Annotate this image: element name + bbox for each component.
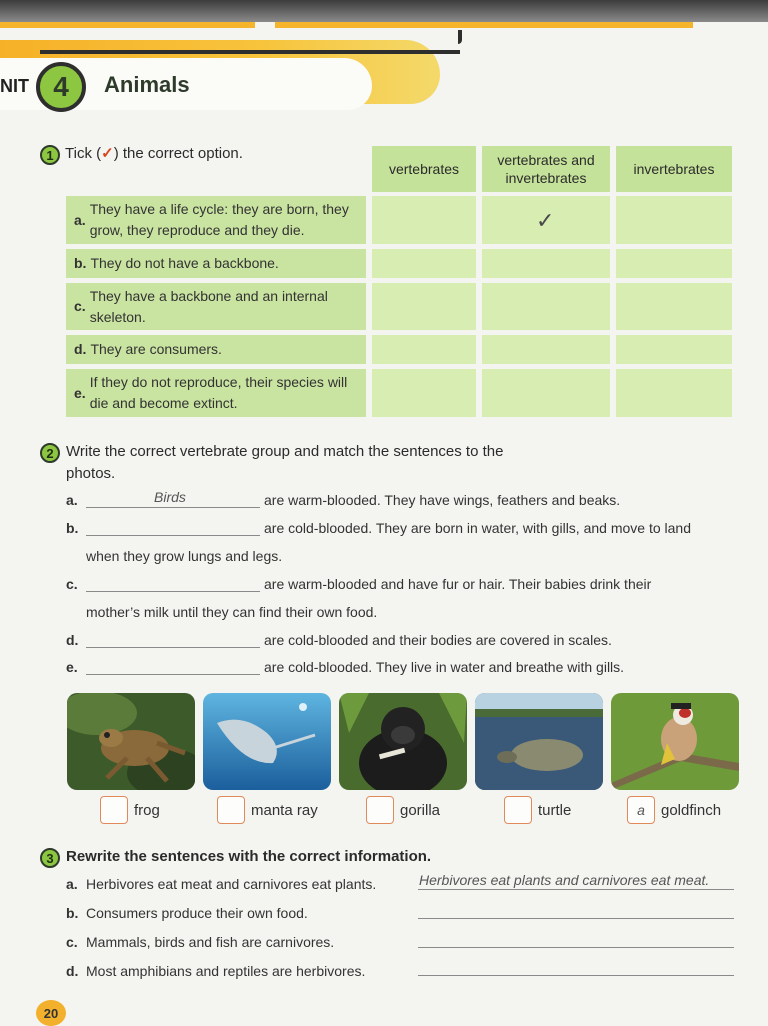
sentence-text: Most amphibians and reptiles are herbivores. — [86, 963, 366, 979]
sentence-text: Mammals, birds and fish are carnivores. — [86, 934, 335, 950]
column-header-vertebrates: vertebrates — [372, 146, 476, 192]
sentence-text: Consumers produce their own food. — [86, 905, 308, 921]
page-number: 20 — [36, 1000, 66, 1026]
exercise-1-instruction — [65, 143, 243, 165]
match-box[interactable] — [504, 796, 532, 824]
gorilla-photo — [339, 693, 467, 790]
row-letter: d. — [74, 341, 87, 357]
sentence-text: are warm-blooded. They have wings, feathers and beaks. — [264, 492, 621, 508]
row-text: They are consumers. — [90, 341, 222, 357]
photo-label: gorilla — [400, 802, 441, 819]
answer-cell[interactable] — [372, 196, 476, 244]
answer-cell[interactable] — [482, 283, 610, 330]
row-text: If they do not reproduce, their species will die and become extinct. — [89, 374, 348, 411]
match-box[interactable] — [366, 796, 394, 824]
answer-cell[interactable] — [616, 283, 732, 330]
answer-cell[interactable] — [616, 335, 732, 364]
sentence-text: are cold-blooded and their bodies are covered in scales. — [264, 632, 612, 648]
column-header-invertebrates: invertebrates — [616, 146, 732, 192]
row-text: They do not have a backbone. — [90, 255, 279, 271]
manta-ray-photo — [203, 693, 331, 790]
exercise-3-instruction: Rewrite the sentences with the correct information. — [66, 848, 432, 865]
turtle-photo — [475, 693, 603, 790]
answer-blank[interactable] — [86, 535, 260, 536]
row-letter: b. — [74, 255, 87, 271]
row-letter: a. — [74, 211, 86, 228]
table-row-label — [66, 196, 366, 244]
unit-number-badge: 4 — [36, 62, 86, 112]
row-letter: e. — [74, 384, 86, 401]
exercise-2-badge: 2 — [40, 443, 60, 463]
banner-arc — [40, 50, 460, 54]
photo-label: goldfinch — [661, 802, 722, 819]
exercise-1-badge: 1 — [40, 145, 60, 165]
item-letter: a. — [66, 876, 78, 892]
tick-icon: ✓ — [101, 145, 114, 162]
answer-line[interactable] — [418, 975, 734, 976]
answer-cell[interactable] — [372, 335, 476, 364]
checkmark-icon: ✓ — [536, 208, 555, 233]
header-accent-line — [0, 22, 255, 28]
column-header-both: vertebrates and invertebrates — [482, 146, 610, 192]
frog-photo — [67, 693, 195, 790]
item-letter: d. — [66, 963, 79, 979]
item-letter: a. — [66, 492, 78, 508]
table-row-label — [66, 283, 366, 330]
answer-cell[interactable] — [482, 369, 610, 417]
item-letter: d. — [66, 632, 79, 648]
sentence-continuation: mother’s milk until they can find their own food. — [86, 604, 378, 620]
row-letter: c. — [74, 298, 86, 314]
sentence-text: are cold-blooded. They live in water and breathe with gills. — [264, 659, 625, 675]
instruction-part: ) the correct option. — [113, 145, 243, 162]
match-box[interactable] — [217, 796, 245, 824]
answer-cell[interactable] — [372, 283, 476, 330]
item-letter: e. — [66, 659, 78, 675]
answer-cell[interactable] — [616, 196, 732, 244]
handwritten-answer: Herbivores eat plants and carnivores eat meat. — [419, 872, 710, 888]
answer-line[interactable] — [418, 918, 734, 919]
answer-line[interactable] — [418, 889, 734, 890]
answer-blank[interactable] — [86, 647, 260, 648]
table-row-label — [66, 335, 366, 364]
answer-line[interactable] — [418, 947, 734, 948]
goldfinch-photo — [611, 693, 739, 790]
item-letter: b. — [66, 520, 79, 536]
answer-cell[interactable] — [482, 249, 610, 278]
top-shadow-strip — [0, 0, 768, 22]
header-accent-line — [275, 22, 693, 28]
match-box[interactable]: a — [627, 796, 655, 824]
photo-label: turtle — [538, 802, 572, 819]
sentence-continuation: when they grow lungs and legs. — [86, 548, 283, 564]
answer-cell[interactable] — [616, 249, 732, 278]
sentence-text: Herbivores eat meat and carnivores eat plants. — [86, 876, 377, 892]
answer-blank[interactable] — [86, 507, 260, 508]
row-text: They have a life cycle: they are born, they grow, they reproduce and they die. — [89, 201, 349, 238]
answer-cell[interactable] — [616, 369, 732, 417]
answer-blank[interactable] — [86, 591, 260, 592]
sentence-text: are cold-blooded. They are born in water, with gills, and move to land — [264, 520, 691, 536]
banner-arc-end — [458, 30, 462, 44]
table-row-label — [66, 249, 366, 278]
unit-label: NIT — [0, 76, 29, 96]
item-letter: c. — [66, 934, 78, 950]
table-row-label — [66, 369, 366, 417]
instruction-part: Tick ( — [65, 145, 102, 162]
answer-cell[interactable] — [482, 335, 610, 364]
match-box[interactable] — [100, 796, 128, 824]
answer-cell[interactable] — [372, 249, 476, 278]
answer-cell[interactable] — [372, 369, 476, 417]
exercise-2-instruction: Write the correct vertebrate group and match the sentences to the photos. — [66, 443, 504, 482]
row-text: They have a backbone and an internal skeleton. — [89, 287, 328, 325]
photo-label: manta ray — [251, 802, 318, 819]
photo-label: frog — [134, 802, 160, 819]
item-letter: b. — [66, 905, 79, 921]
sentence-text: are warm-blooded and have fur or hair. Their babies drink their — [264, 576, 652, 592]
handwritten-answer: Birds — [154, 489, 186, 505]
page-title: Animals — [104, 72, 190, 97]
item-letter: c. — [66, 576, 78, 592]
exercise-3-badge: 3 — [40, 848, 60, 868]
answer-blank[interactable] — [86, 674, 260, 675]
